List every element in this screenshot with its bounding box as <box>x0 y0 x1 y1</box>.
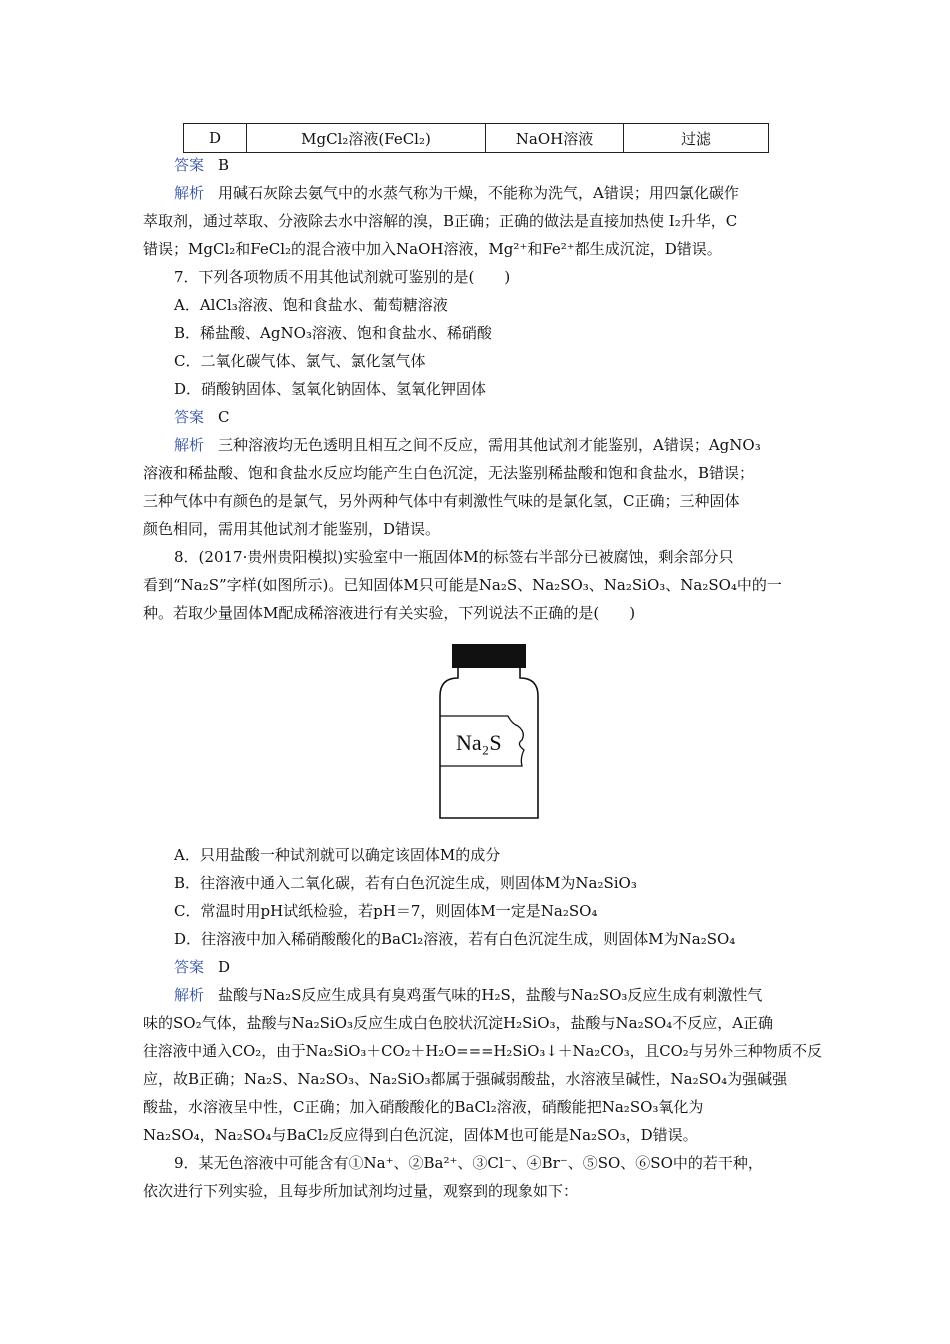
answer-value: D <box>218 958 231 976</box>
table-row <box>184 124 769 153</box>
q7-stem: 7．下列各项物质不用其他试剂就可鉴别的是( ) <box>174 268 511 286</box>
q6-analysis-line <box>174 183 739 203</box>
q8-analysis-line: Na₂SO₄，Na₂SO₄与BaCl₂反应得到白色沉淀，固体M也可能是Na₂SO₃，D错误。 <box>143 1126 698 1144</box>
q8-stem-line: 8．(2017·贵州贵阳模拟)实验室中一瓶固体M的标签右半部分已被腐蚀，剩余部分只 <box>174 548 734 566</box>
q8-option-d: D．往溶液中加入稀硝酸酸化的BaCl₂溶液，若有白色沉淀生成，则固体M为Na₂SO₄ <box>174 930 736 948</box>
answer-value: B <box>218 156 230 174</box>
table-cell-substance: MgCl₂溶液(FeCl₂) <box>247 124 486 153</box>
q8-option-b: B．往溶液中通入二氧化碳，若有白色沉淀生成，则固体M为Na₂SiO₃ <box>174 874 637 892</box>
q8-analysis-line: 酸盐，水溶液呈中性，C正确；加入硝酸酸化的BaCl₂溶液，硝酸能把Na₂SO₃氧化为 <box>143 1098 704 1116</box>
table-cell-reagent: NaOH溶液 <box>486 124 624 153</box>
answer-value: C <box>218 408 230 426</box>
q8-stem-line: 种。若取少量固体M配成稀溶液进行有关实验，下列说法不正确的是( ) <box>143 604 636 622</box>
reagent-table <box>183 123 769 153</box>
analysis-label: 解析 <box>174 436 205 454</box>
analysis-text: 用碱石灰除去氨气中的水蒸气称为干燥，不能称为洗气，A错误；用四氯化碳作 <box>218 184 739 202</box>
q8-analysis-line: 味的SO₂气体，盐酸与Na₂SiO₃反应生成白色胶状沉淀H₂SiO₃，盐酸与Na₂SO₄不反应，A正确 <box>143 1014 774 1032</box>
q6-analysis-line: 萃取剂，通过萃取、分液除去水中溶解的溴，B正确；正确的做法是直接加热使 I₂升华，C <box>143 212 738 230</box>
q7-analysis-line: 溶液和稀盐酸、饱和食盐水反应均能产生白色沉淀，无法鉴别稀盐酸和饱和食盐水，B错误； <box>143 464 755 482</box>
q6-answer <box>174 155 229 175</box>
q8-answer <box>174 957 230 977</box>
q8-analysis-line <box>174 985 762 1005</box>
q8-option-c: C．常温时用pH试纸检验，若pH＝7，则固体M一定是Na₂SO₄ <box>174 902 598 920</box>
q6-analysis-line: 错误；MgCl₂和FeCl₂的混合液中加入NaOH溶液，Mg²⁺和Fe²⁺都生成沉淀，D错误。 <box>143 240 722 258</box>
q9-stem-line: 9．某无色溶液中可能含有①Na⁺、②Ba²⁺、③Cl⁻、④Br⁻、⑤SO、⑥SO中的若干种， <box>174 1154 763 1172</box>
answer-label: 答案 <box>174 958 205 976</box>
q7-analysis-line <box>174 435 761 455</box>
table-cell-option: D <box>184 124 247 153</box>
q7-analysis-line: 颜色相同，需用其他试剂才能鉴别，D错误。 <box>143 520 441 538</box>
q8-analysis-line: 往溶液中通入CO₂，由于Na₂SiO₃＋CO₂＋H₂O===H₂SiO₃↓＋Na₂CO₃，且CO₂与另外三种物质不反 <box>143 1042 822 1060</box>
reagent-bottle-figure <box>430 640 550 830</box>
label-text: Na₂S <box>456 730 502 755</box>
analysis-text: 盐酸与Na₂S反应生成具有臭鸡蛋气味的H₂S，盐酸与Na₂SO₃反应生成有刺激性气 <box>218 986 763 1004</box>
answer-label: 答案 <box>174 156 205 174</box>
analysis-label: 解析 <box>174 986 205 1004</box>
q8-option-a: A．只用盐酸一种试剂就可以确定该固体M的成分 <box>174 846 501 864</box>
table-cell-method: 过滤 <box>624 124 769 153</box>
q7-option-d: D．硝酸钠固体、氢氧化钠固体、氢氧化钾固体 <box>174 380 487 398</box>
q8-analysis-line: 应，故B正确；Na₂S、Na₂SO₃、Na₂SiO₃都属于强碱弱酸盐，水溶液呈碱性，Na₂SO₄为强碱强 <box>143 1070 788 1088</box>
q7-option-c: C．二氧化碳气体、氯气、氯化氢气体 <box>174 352 426 370</box>
bottle-cap <box>452 644 526 668</box>
q7-option-b: B．稀盐酸、AgNO₃溶液、饱和食盐水、稀硝酸 <box>174 324 492 342</box>
q8-stem-line: 看到“Na₂S”字样(如图所示)。已知固体M只可能是Na₂S、Na₂SO₃、Na₂SiO₃、Na₂SO₄中的一 <box>143 576 782 594</box>
q7-analysis-line: 三种气体中有颜色的是氯气，另外两种气体中有刺激性气味的是氯化氢，C正确；三种固体 <box>143 492 740 510</box>
answer-label: 答案 <box>174 408 205 426</box>
q9-stem-line: 依次进行下列实验，且每步所加试剂均过量，观察到的现象如下： <box>143 1182 579 1200</box>
analysis-label: 解析 <box>174 184 205 202</box>
q7-answer <box>174 407 230 427</box>
q7-option-a: A．AlCl₃溶液、饱和食盐水、葡萄糖溶液 <box>174 296 448 314</box>
analysis-text: 三种溶液均无色透明且相互之间不反应，需用其他试剂才能鉴别，A错误；AgNO₃ <box>218 436 761 454</box>
